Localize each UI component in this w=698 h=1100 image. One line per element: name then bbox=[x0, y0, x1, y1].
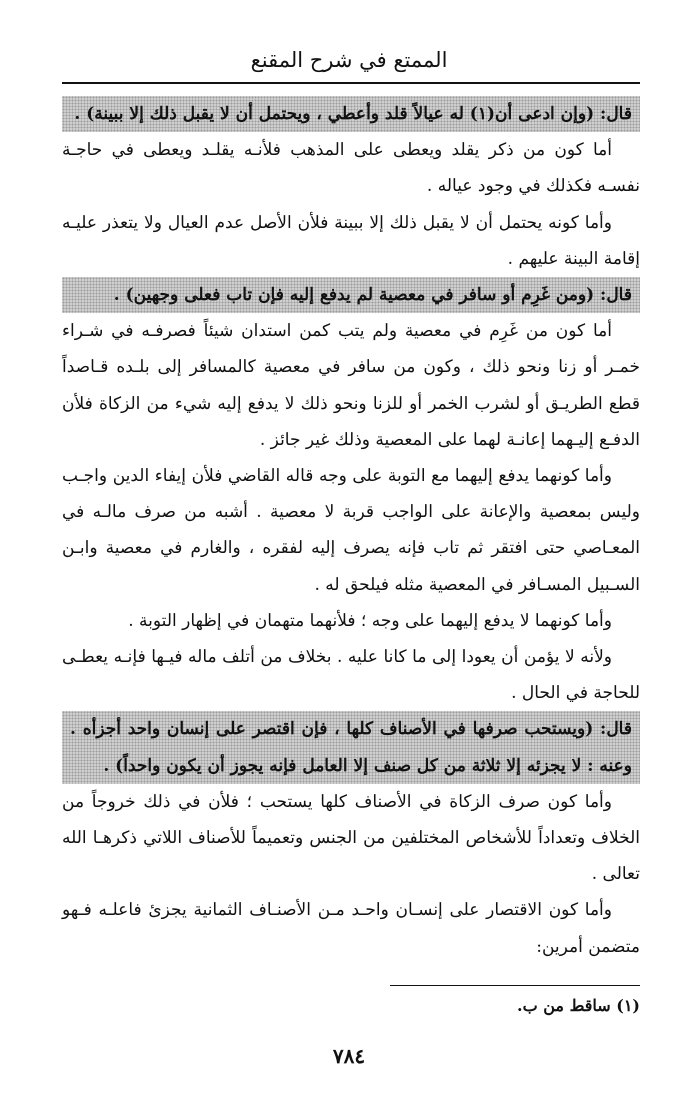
footnote-rule bbox=[390, 985, 640, 986]
paragraph: وأما كونهما لا يدفع إليهما على وجه ؛ فلأنهما متهمان في إظهار التوبة . bbox=[128, 610, 612, 631]
page-body bbox=[62, 96, 640, 965]
paragraph: وأما كون الاقتصار على إنسـان واحـد مـن الأصنـاف الثمانية يجزئ فاعلـه فـهو متضمن أمرين: bbox=[62, 900, 640, 957]
paragraph: وأما كونه يحتمل أن لا يقبل ذلك إلا ببينة فلأن الأصل عدم العيال ولا يتعذر عليـه إقامة البينة عليهم . bbox=[62, 212, 640, 269]
paragraph: وأما كون صرف الزكاة في الأصناف كلها يستحب ؛ فلأن في ذلك خروجاً من الخلاف وتعداداً للأشخاص المختلفين من الجنس وتعميماً للأصناف اللاتي ذكرهـا الله تعالى . bbox=[62, 791, 640, 885]
paragraph: أما كون من غَرِم في معصية ولم يتب كمن استدان شيئاً فصرفـه في شـراء خمـر أو زنا ونحو ذلك ، وكون من سافر في معصية كالمسافر إلى بلـده قـاصداً قطع الطريـق أو لشرب الخمر أو للزنا ونحو ذلك لا يدفع إليه شيء من الزكاة فلأن الدفـع إليـهما إعانـة لهما على المعصية وذلك غير جائز . bbox=[62, 321, 640, 450]
footnote: (١) ساقط من ب. bbox=[517, 996, 640, 1015]
paragraph: وأما كونهما يدفع إليهما مع التوبة على وجه قاله القاضي فلأن إيفاء الدين واجـب وليس بمعصية والإعانة على الواجب قربة لا معصية . أشبه من صرف مالـه في المعـاصي حتى افتقر ثم تاب فإنه يصرف إليه لفقره ، والغارم في معصية وابـن السـبيل المسـافر في المعصية مثله فيلحق له . bbox=[62, 466, 640, 595]
section-heading: قال: (ويستحب صرفها في الأصناف كلها ، فإن اقتصر على إنسان واحد أجزأه . وعنه : لا يجزئه إلا ثلاثة من كل صنف إلا العامل فإنه يجوز أن يكون واحداً) . bbox=[62, 711, 640, 783]
section-heading: قال: (ومن غَرِم أو سافر في معصية لم يدفع إليه فإن تاب فعلى وجهين) . bbox=[62, 277, 640, 313]
header-rule bbox=[62, 82, 640, 84]
paragraph: أما كون من ذكر يقلد ويعطى على المذهب فلأنـه يقلـد ويعطى في حاجـة نفسـه فكذلك في وجود عياله . bbox=[62, 140, 640, 197]
paragraph: ولأنه لا يؤمن أن يعودا إلى ما كانا عليه . بخلاف من أتلف ماله فيـها فإنـه يعطـى للحاجة في الحال . bbox=[62, 647, 640, 704]
section-heading: قال: (وإن ادعى أن(١) له عيالاً قلد وأعطي ، ويحتمل أن لا يقبل ذلك إلا ببينة) . bbox=[62, 96, 640, 132]
page-number: ٧٨٤ bbox=[332, 1044, 366, 1068]
running-header: الممتع في شرح المقنع bbox=[250, 48, 448, 72]
